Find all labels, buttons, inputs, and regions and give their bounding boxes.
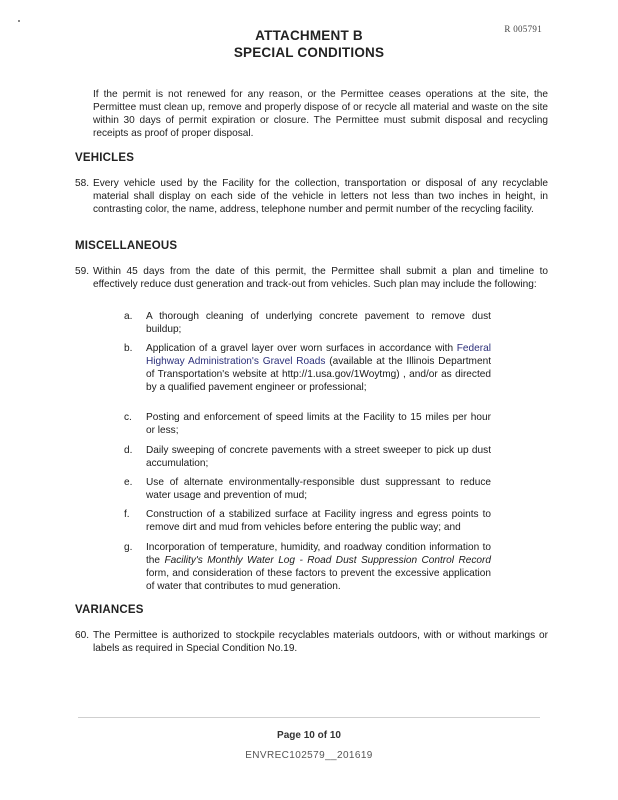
subitem-text: Daily sweeping of concrete pavements with a street sweeper to pick up dust accumulation;	[146, 445, 491, 469]
subitem-f	[124, 508, 491, 534]
subitem-text: A thorough cleaning of underlying concrete pavement to remove dust buildup;	[146, 311, 491, 335]
subitem-letter: a.	[124, 311, 133, 322]
subitem-letter: d.	[124, 445, 133, 456]
miscellaneous-heading: MISCELLANEOUS	[75, 240, 178, 252]
bates-stamp: R 005791	[504, 24, 542, 34]
subitem-letter: e.	[124, 477, 133, 488]
footer-divider	[78, 717, 540, 718]
subitem-text-after: (available at the Illinois Department of Transportation's website at http://1.usa.gov/1Woytmg) , and/or as directed by a qualified pavement engineer or professional;	[146, 356, 491, 393]
subitem-c	[124, 411, 491, 437]
subitem-text-after: form, and consideration of these factors to prevent the excessive application of water that contributes to mud generation.	[146, 568, 491, 592]
document-id: ENVREC102579__201619	[245, 750, 373, 761]
scan-speck	[18, 20, 20, 22]
attachment-title: ATTACHMENT B	[255, 28, 363, 43]
condition-text: Every vehicle used by the Facility for the collection, transportation or disposal of any recyclable material shall display on each side of the vehicle in letters not less than two inches in height, in contrasting color, the name, address, telephone number and permit number of the recycling facility.	[93, 178, 548, 215]
condition-number: 59.	[75, 266, 90, 277]
condition-text: The Permittee is authorized to stockpile recyclables materials outdoors, with or without markings or labels as required in Special Condition No.19.	[93, 630, 548, 654]
variances-heading: VARIANCES	[75, 604, 144, 616]
intro-paragraph: If the permit is not renewed for any reason, or the Permittee ceases operations at the site, the Permittee must clean up, remove and properly dispose of or recycle all material and waste on the site within 30 days of permit expiration or closure. The Permittee must submit disposal and recycling receipts as proof of proper disposal.	[93, 89, 548, 139]
subitem-text	[146, 342, 491, 394]
vehicles-heading: VEHICLES	[75, 152, 135, 164]
subitem-e	[124, 476, 491, 502]
subitem-text	[146, 541, 491, 593]
subitem-letter: c.	[124, 412, 132, 423]
subitem-text: Posting and enforcement of speed limits at the Facility to 15 miles per hour or less;	[146, 412, 491, 436]
gravel-roads-link[interactable]: Federal Highway Administration's Gravel Roads	[146, 343, 491, 367]
condition-60	[75, 629, 548, 655]
water-log-form-title: Facility's Monthly Water Log - Road Dust Suppression Control Record	[164, 555, 491, 566]
condition-number: 60.	[75, 630, 90, 641]
page-number: Page 10 of 10	[277, 730, 341, 741]
subitem-a	[124, 310, 491, 336]
condition-text: Within 45 days from the date of this permit, the Permittee shall submit a plan and timeline to effectively reduce dust generation and track-out from vehicles. Such plan may include the following:	[93, 266, 548, 290]
condition-59	[75, 265, 548, 291]
condition-number: 58.	[75, 178, 90, 189]
subitem-text: Use of alternate environmentally-responsible dust suppressant to reduce water usage and prevention of mud;	[146, 477, 491, 501]
subitem-letter: b.	[124, 343, 133, 354]
subitem-text-before: Application of a gravel layer over worn surfaces in accordance with	[146, 343, 454, 354]
subitem-letter: g.	[124, 542, 133, 553]
condition-58	[75, 177, 548, 216]
subitem-letter: f.	[124, 509, 130, 520]
subitem-g	[124, 541, 491, 593]
special-conditions-title: SPECIAL CONDITIONS	[233, 45, 385, 60]
subitem-d	[124, 444, 491, 470]
subitem-b	[124, 342, 491, 394]
subitem-text: Construction of a stabilized surface at Facility ingress and egress points to remove dirt and mud from vehicles before entering the public way; and	[146, 509, 491, 533]
subitem-text-before: Incorporation of temperature, humidity, and roadway condition information to the	[146, 542, 491, 566]
